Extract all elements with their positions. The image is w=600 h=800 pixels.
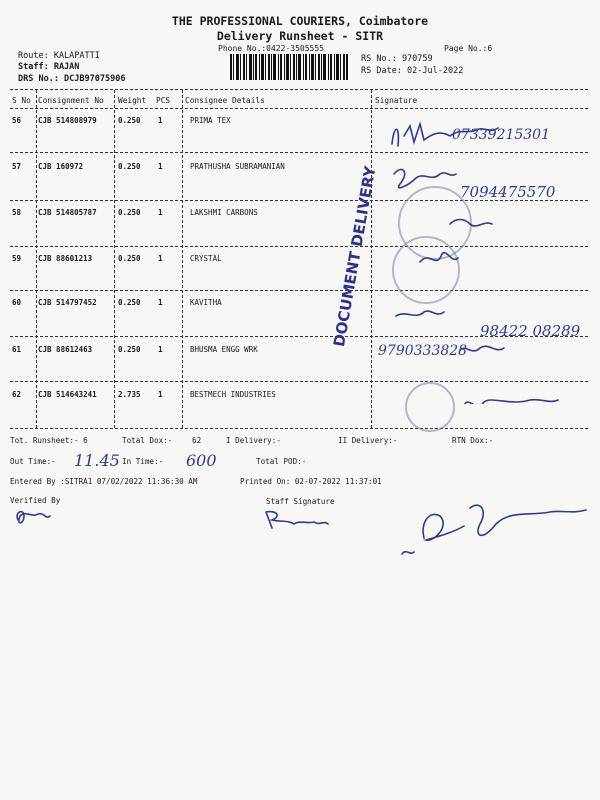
- row-pcs: 1: [158, 254, 163, 263]
- table-bottom-rule: [10, 428, 588, 429]
- ii-delivery-label: II Delivery:-: [338, 436, 398, 445]
- row-sno: 62: [12, 390, 22, 399]
- row-consignee: BHUSMA ENGG WRK: [190, 345, 258, 354]
- col-divider: [182, 90, 183, 428]
- total-dox-label: Total Dox:-: [122, 436, 173, 445]
- document-delivery-stamp: DOCUMENT DELIVERY: [330, 164, 380, 349]
- runsheet-subtitle: Delivery Runsheet - SITR: [216, 29, 384, 43]
- verified-by-label: Verified By: [10, 496, 61, 505]
- header-bottom-rule: [10, 108, 588, 109]
- col-signature: Signature: [375, 96, 418, 105]
- handwritten-phone: 07339215301: [452, 127, 550, 143]
- phone-number: Phone No.:0422-3505555: [218, 44, 324, 53]
- handwritten-phone: 7094475570: [460, 183, 556, 201]
- total-pod-label: Total POD:-: [256, 457, 307, 466]
- row-pcs: 1: [158, 116, 163, 125]
- row-consignment: CJB 88601213: [38, 254, 93, 263]
- printed-on: Printed On: 02-07-2022 11:37:01: [240, 477, 382, 486]
- rs-date: RS Date: 02-Jul-2022: [361, 66, 464, 76]
- page-number: Page No.:6: [444, 44, 493, 53]
- row-sno: 56: [12, 116, 22, 125]
- in-time-label: In Time:-: [122, 457, 164, 466]
- row-weight: 0.250: [118, 254, 141, 263]
- col-sno: S No: [12, 96, 31, 105]
- row-pcs: 1: [158, 208, 163, 217]
- total-runsheet: Tot. Runsheet:- 6: [10, 436, 88, 445]
- drs-number: DRS No.: DCJB97075906: [18, 74, 126, 84]
- staff-label: Staff: RAJAN: [18, 62, 80, 72]
- row-sno: 58: [12, 208, 22, 217]
- total-dox-value: 62: [192, 436, 202, 445]
- row-consignee: PRATHUSHA SUBRAMANIAN: [190, 162, 285, 171]
- row-pcs: 1: [158, 390, 163, 399]
- footer-signatures: [10, 502, 600, 572]
- out-time-value: 11.45: [74, 451, 120, 470]
- col-consignment: Consignment No: [38, 96, 104, 105]
- row-consignee: BESTMECH INDUSTRIES: [190, 390, 276, 399]
- staff-signature-label: Staff Signature: [266, 497, 335, 506]
- col-divider: [114, 90, 115, 428]
- row-consignment: CJB 514797452: [38, 298, 97, 307]
- row-sno: 59: [12, 254, 22, 263]
- row-pcs: 1: [158, 298, 163, 307]
- row-consignment: CJB 514808979: [38, 116, 97, 125]
- rs-number: RS No.: 970759: [361, 54, 433, 64]
- row-weight: 0.250: [118, 298, 141, 307]
- barcode-icon: [230, 54, 348, 80]
- row-weight: 0.250: [118, 208, 141, 217]
- col-pcs: PCS: [156, 96, 171, 105]
- entered-by: Entered By :SITRA1 07/02/2022 11:36:30 AM: [10, 477, 198, 486]
- in-time-value: 600: [186, 451, 217, 470]
- row-consignee: KAVITHA: [190, 298, 222, 307]
- row-consignment: CJB 514805787: [38, 208, 97, 217]
- row-consignee: CRYSTAL: [190, 254, 222, 263]
- row-consignment: CJB 514643241: [38, 390, 97, 399]
- handwritten-phone: 9790333828: [378, 343, 468, 359]
- row-sno: 57: [12, 162, 22, 171]
- row-consignee: PRIMA TEX: [190, 116, 231, 125]
- row-sno: 61: [12, 345, 22, 354]
- row-weight: 0.250: [118, 345, 141, 354]
- handwritten-phone: 98422 08289: [480, 322, 581, 340]
- route-label: Route: KALAPATTI: [18, 51, 100, 61]
- row-consignee: LAKSHMI CARBONS: [190, 208, 258, 217]
- col-divider: [36, 90, 37, 428]
- col-consignee: Consignee Details: [185, 96, 265, 105]
- company-title: THE PROFESSIONAL COURIERS, Coimbatore: [171, 14, 429, 28]
- row-weight: 0.250: [118, 116, 141, 125]
- row-weight: 2.735: [118, 390, 141, 399]
- recipient-signatures: [380, 114, 580, 404]
- table-top-rule: [10, 89, 588, 90]
- row-sno: 60: [12, 298, 22, 307]
- col-divider: [371, 90, 372, 428]
- col-weight: Weight: [118, 96, 147, 105]
- out-time-label: Out Time:-: [10, 457, 56, 466]
- row-consignment: CJB 88612463: [38, 345, 93, 354]
- row-weight: 0.250: [118, 162, 141, 171]
- i-delivery-label: I Delivery:-: [226, 436, 281, 445]
- rtn-dox-label: RTN Dox:-: [452, 436, 494, 445]
- row-pcs: 1: [158, 345, 163, 354]
- row-consignment: CJB 160972: [38, 162, 84, 171]
- row-pcs: 1: [158, 162, 163, 171]
